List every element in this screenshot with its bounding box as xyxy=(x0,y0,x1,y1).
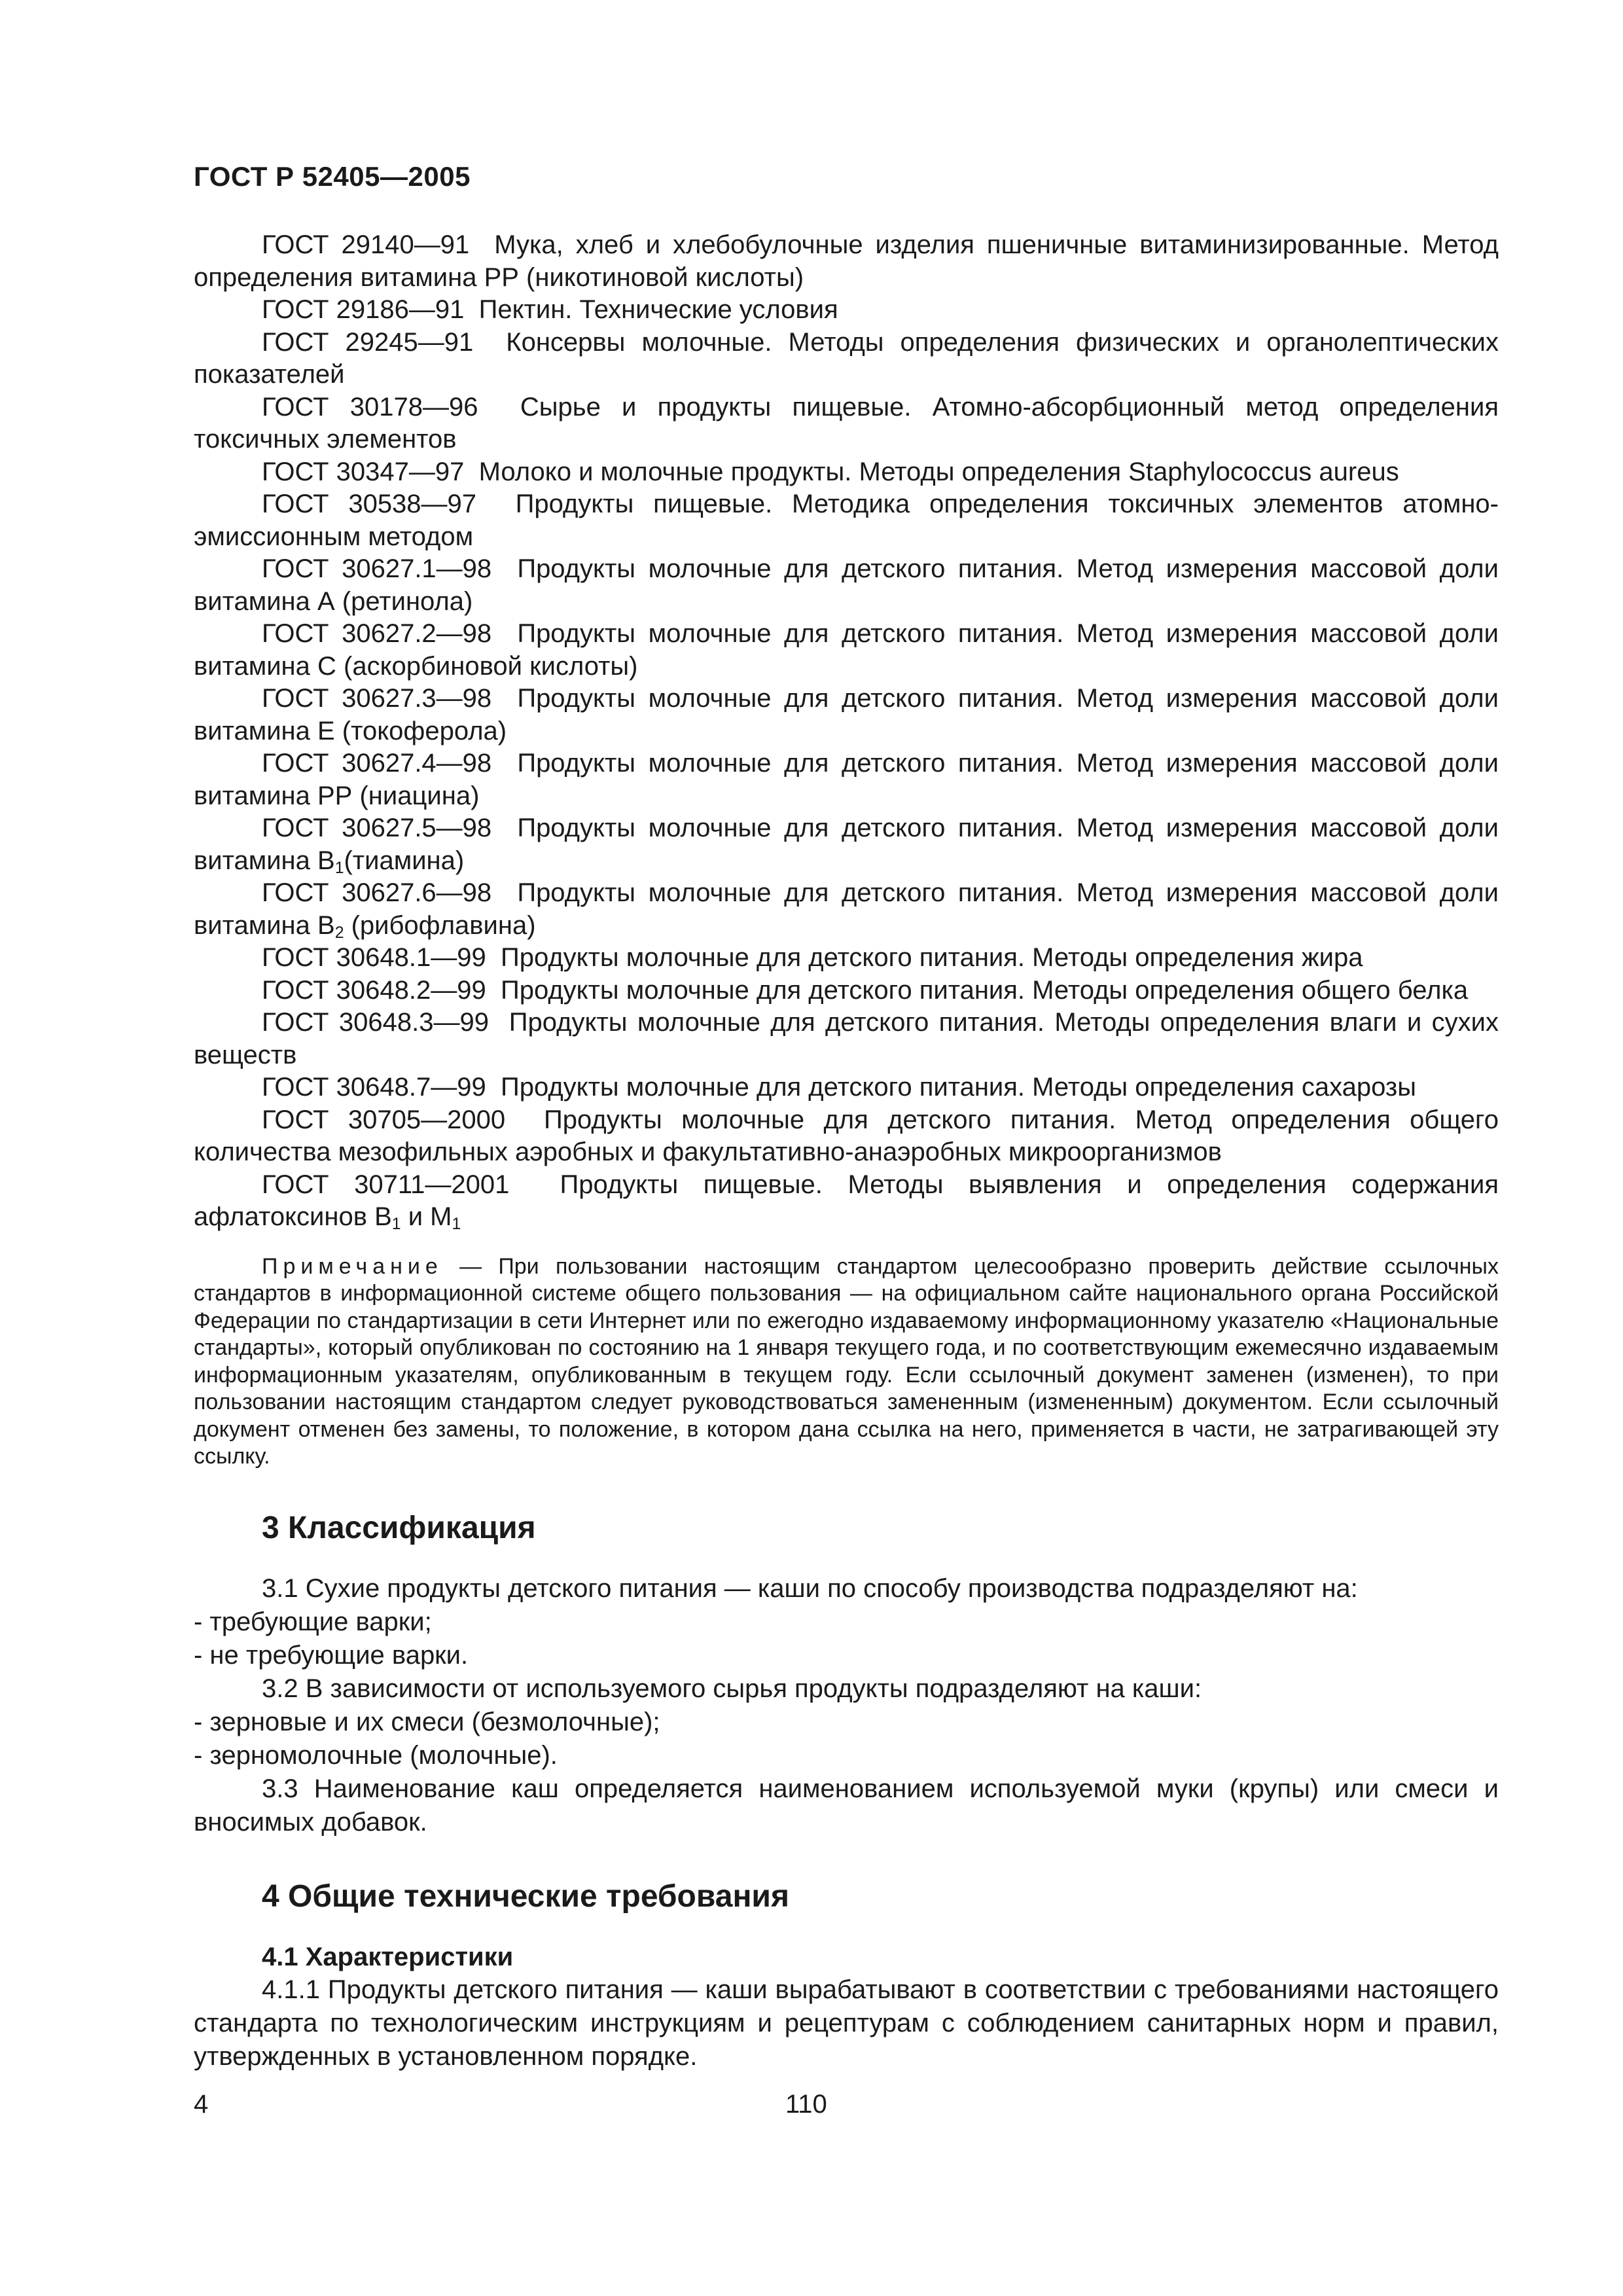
reference-code: ГОСТ 30627.1—98 xyxy=(262,554,492,583)
reference-title: Продукты молочные для детского питания. Метод измерения массовой доли витамина А (ретинола) xyxy=(194,554,1499,616)
reference-title: Продукты молочные для детского питания. Метод измерения массовой доли витамина С (аскорбиновой кислоты) xyxy=(194,619,1499,681)
reference-title: Продукты молочные для детского питания. Методы определения общего белка xyxy=(500,975,1469,1005)
reference-title: Продукты пищевые. Методы выявления и определения содержания афлатоксинов В xyxy=(194,1170,1499,1231)
reference-title: Консервы молочные. Методы определения физических и органолептических показателей xyxy=(194,327,1499,389)
reference-code: ГОСТ 30627.3—98 xyxy=(262,684,492,713)
sheet-number: 110 xyxy=(785,2090,827,2119)
reference-code: ГОСТ 29186—91 xyxy=(262,295,465,324)
reference-title-end: (рибофлавина) xyxy=(344,910,536,940)
reference-code: ГОСТ 30627.2—98 xyxy=(262,619,492,648)
reference-item xyxy=(194,456,1499,489)
reference-code: ГОСТ 30627.6—98 xyxy=(262,878,492,907)
reference-item xyxy=(194,747,1499,812)
reference-item xyxy=(194,229,1499,294)
reference-code: ГОСТ 30627.5—98 xyxy=(262,814,492,842)
reference-item xyxy=(194,812,1499,877)
reference-title: Продукты молочные для детского питания. Методы определения сахарозы xyxy=(500,1073,1417,1102)
reference-title: Пектин. Технические условия xyxy=(478,295,838,324)
reference-code: ГОСТ 29140—91 xyxy=(262,230,470,259)
reference-item xyxy=(194,975,1499,1007)
reference-code: ГОСТ 30705—2000 xyxy=(262,1105,506,1134)
reference-title: Молоко и молочные продукты. Методы определения Staphylococcus aureus xyxy=(478,457,1399,486)
reference-title: Продукты молочные для детского питания. Метод измерения массовой доли витамина РР (ниацина) xyxy=(194,749,1499,810)
reference-item xyxy=(194,391,1499,456)
reference-code: ГОСТ 30648.3—99 xyxy=(262,1008,489,1037)
section-4-heading: 4 Общие технические требования xyxy=(262,1878,789,1914)
reference-code: ГОСТ 30648.1—99 xyxy=(262,943,486,972)
clause-3-3: 3.3 Наименование каш определяется наименованием используемой муки (крупы) или смеси и вносимых добавок. xyxy=(194,1774,1499,1837)
subscript: 1 xyxy=(452,1215,461,1234)
reference-item xyxy=(194,553,1499,618)
reference-title: Продукты молочные для детского питания. Метод измерения массовой доли витамина Е (токоферола) xyxy=(194,684,1499,745)
list-item: - требующие варки; xyxy=(194,1607,432,1636)
reference-title-mid: и М xyxy=(401,1202,452,1231)
note-paragraph xyxy=(194,1253,1499,1471)
reference-title-end: (тиамина) xyxy=(344,846,465,875)
reference-item xyxy=(194,877,1499,942)
list-item: - зерномолочные (молочные). xyxy=(194,1740,558,1770)
reference-item xyxy=(194,942,1499,975)
page-number: 4 xyxy=(194,2090,209,2119)
reference-code: ГОСТ 30648.7—99 xyxy=(262,1073,486,1102)
reference-code: ГОСТ 29245—91 xyxy=(262,327,474,357)
reference-title: Продукты молочные для детского питания. Метод измерения массовой доли витамина В xyxy=(194,878,1499,940)
clause-3-1: 3.1 Сухие продукты детского питания — каши по способу производства подразделяют на: xyxy=(262,1573,1358,1603)
reference-code: ГОСТ 30627.4—98 xyxy=(262,749,492,778)
reference-title: Продукты молочные для детского питания. Методы определения влаги и сухих веществ xyxy=(194,1008,1499,1069)
reference-item xyxy=(194,327,1499,391)
reference-code: ГОСТ 30538—97 xyxy=(262,490,477,518)
document-header: ГОСТ Р 52405—2005 xyxy=(194,161,471,192)
page-content xyxy=(194,229,1499,2073)
reference-title: Продукты молочные для детского питания. Методы определения жира xyxy=(500,943,1363,972)
section-3-heading: 3 Классификация xyxy=(262,1510,536,1545)
reference-title: Продукты пищевые. Методика определения токсичных элементов атомно-эмиссионным методом xyxy=(194,490,1499,551)
reference-item xyxy=(194,1007,1499,1071)
subsection-4-1-heading: 4.1 Характеристики xyxy=(262,1942,514,1971)
reference-code: ГОСТ 30347—97 xyxy=(262,457,465,486)
subscript: 1 xyxy=(334,859,344,877)
reference-code: ГОСТ 30648.2—99 xyxy=(262,975,486,1005)
reference-item xyxy=(194,294,1499,327)
reference-item xyxy=(194,1104,1499,1169)
reference-item xyxy=(194,683,1499,747)
reference-item xyxy=(194,488,1499,553)
reference-item xyxy=(194,1169,1499,1234)
note-text: — При пользовании настоящим стандартом целесообразно проверить действие ссылочных стандартов в информационной системе общего пользования — на официальном сайте национального органа Российской Федерации по стандартизации в сети Интернет или по ежегодно издаваемому информационному указателю «Национальные стандарты», который опубликован по состоянию на 1 января текущего года, и по соответствующим ежемесячно издаваемым информационным указателям, опубликованным в текущем году. Если ссылочный документ заменен (изменен), то при пользовании настоящим стандартом следует руководствоваться замененным (измененным) документом. Если ссылочный документ отменен без замены, то положение, в котором дана ссылка на него, применяется в части, не затрагивающей эту ссылку. xyxy=(194,1253,1499,1469)
subscript: 1 xyxy=(391,1215,401,1234)
clause-4-1-1: 4.1.1 Продукты детского питания — каши вырабатывают в соответствии с требованиями настоящего стандарта по технологическим инструкциям и рецептурам с соблюдением санитарных норм и правил, утвержденных в установленном порядке. xyxy=(194,1975,1499,2071)
reference-code: ГОСТ 30178—96 xyxy=(262,392,478,422)
reference-title: Сырье и продукты пищевые. Атомно-абсорбционный метод определения токсичных элементов xyxy=(194,392,1499,454)
section-4-body xyxy=(194,1973,1499,2073)
normative-references-list xyxy=(194,229,1499,1234)
reference-title: Продукты молочные для детского питания. Метод измерения массовой доли витамина В xyxy=(194,814,1499,875)
list-item: - зерновые и их смеси (безмолочные); xyxy=(194,1707,660,1736)
subscript: 2 xyxy=(334,924,344,942)
reference-code: ГОСТ 30711—2001 xyxy=(262,1170,510,1199)
list-item: - не требующие варки. xyxy=(194,1640,469,1670)
reference-title: Мука, хлеб и хлебобулочные изделия пшеничные витаминизированные. Метод определения витамина РР (никотиновой кислоты) xyxy=(194,230,1499,292)
note-label: Примечание xyxy=(262,1253,443,1279)
reference-item xyxy=(194,618,1499,683)
clause-3-2: 3.2 В зависимости от используемого сырья продукты подразделяют на каши: xyxy=(262,1674,1202,1703)
reference-item xyxy=(194,1071,1499,1104)
section-3-body xyxy=(194,1572,1499,1839)
reference-title: Продукты молочные для детского питания. Метод определения общего количества мезофильных аэробных и факультативно-анаэробных микроорганизмов xyxy=(194,1105,1499,1166)
